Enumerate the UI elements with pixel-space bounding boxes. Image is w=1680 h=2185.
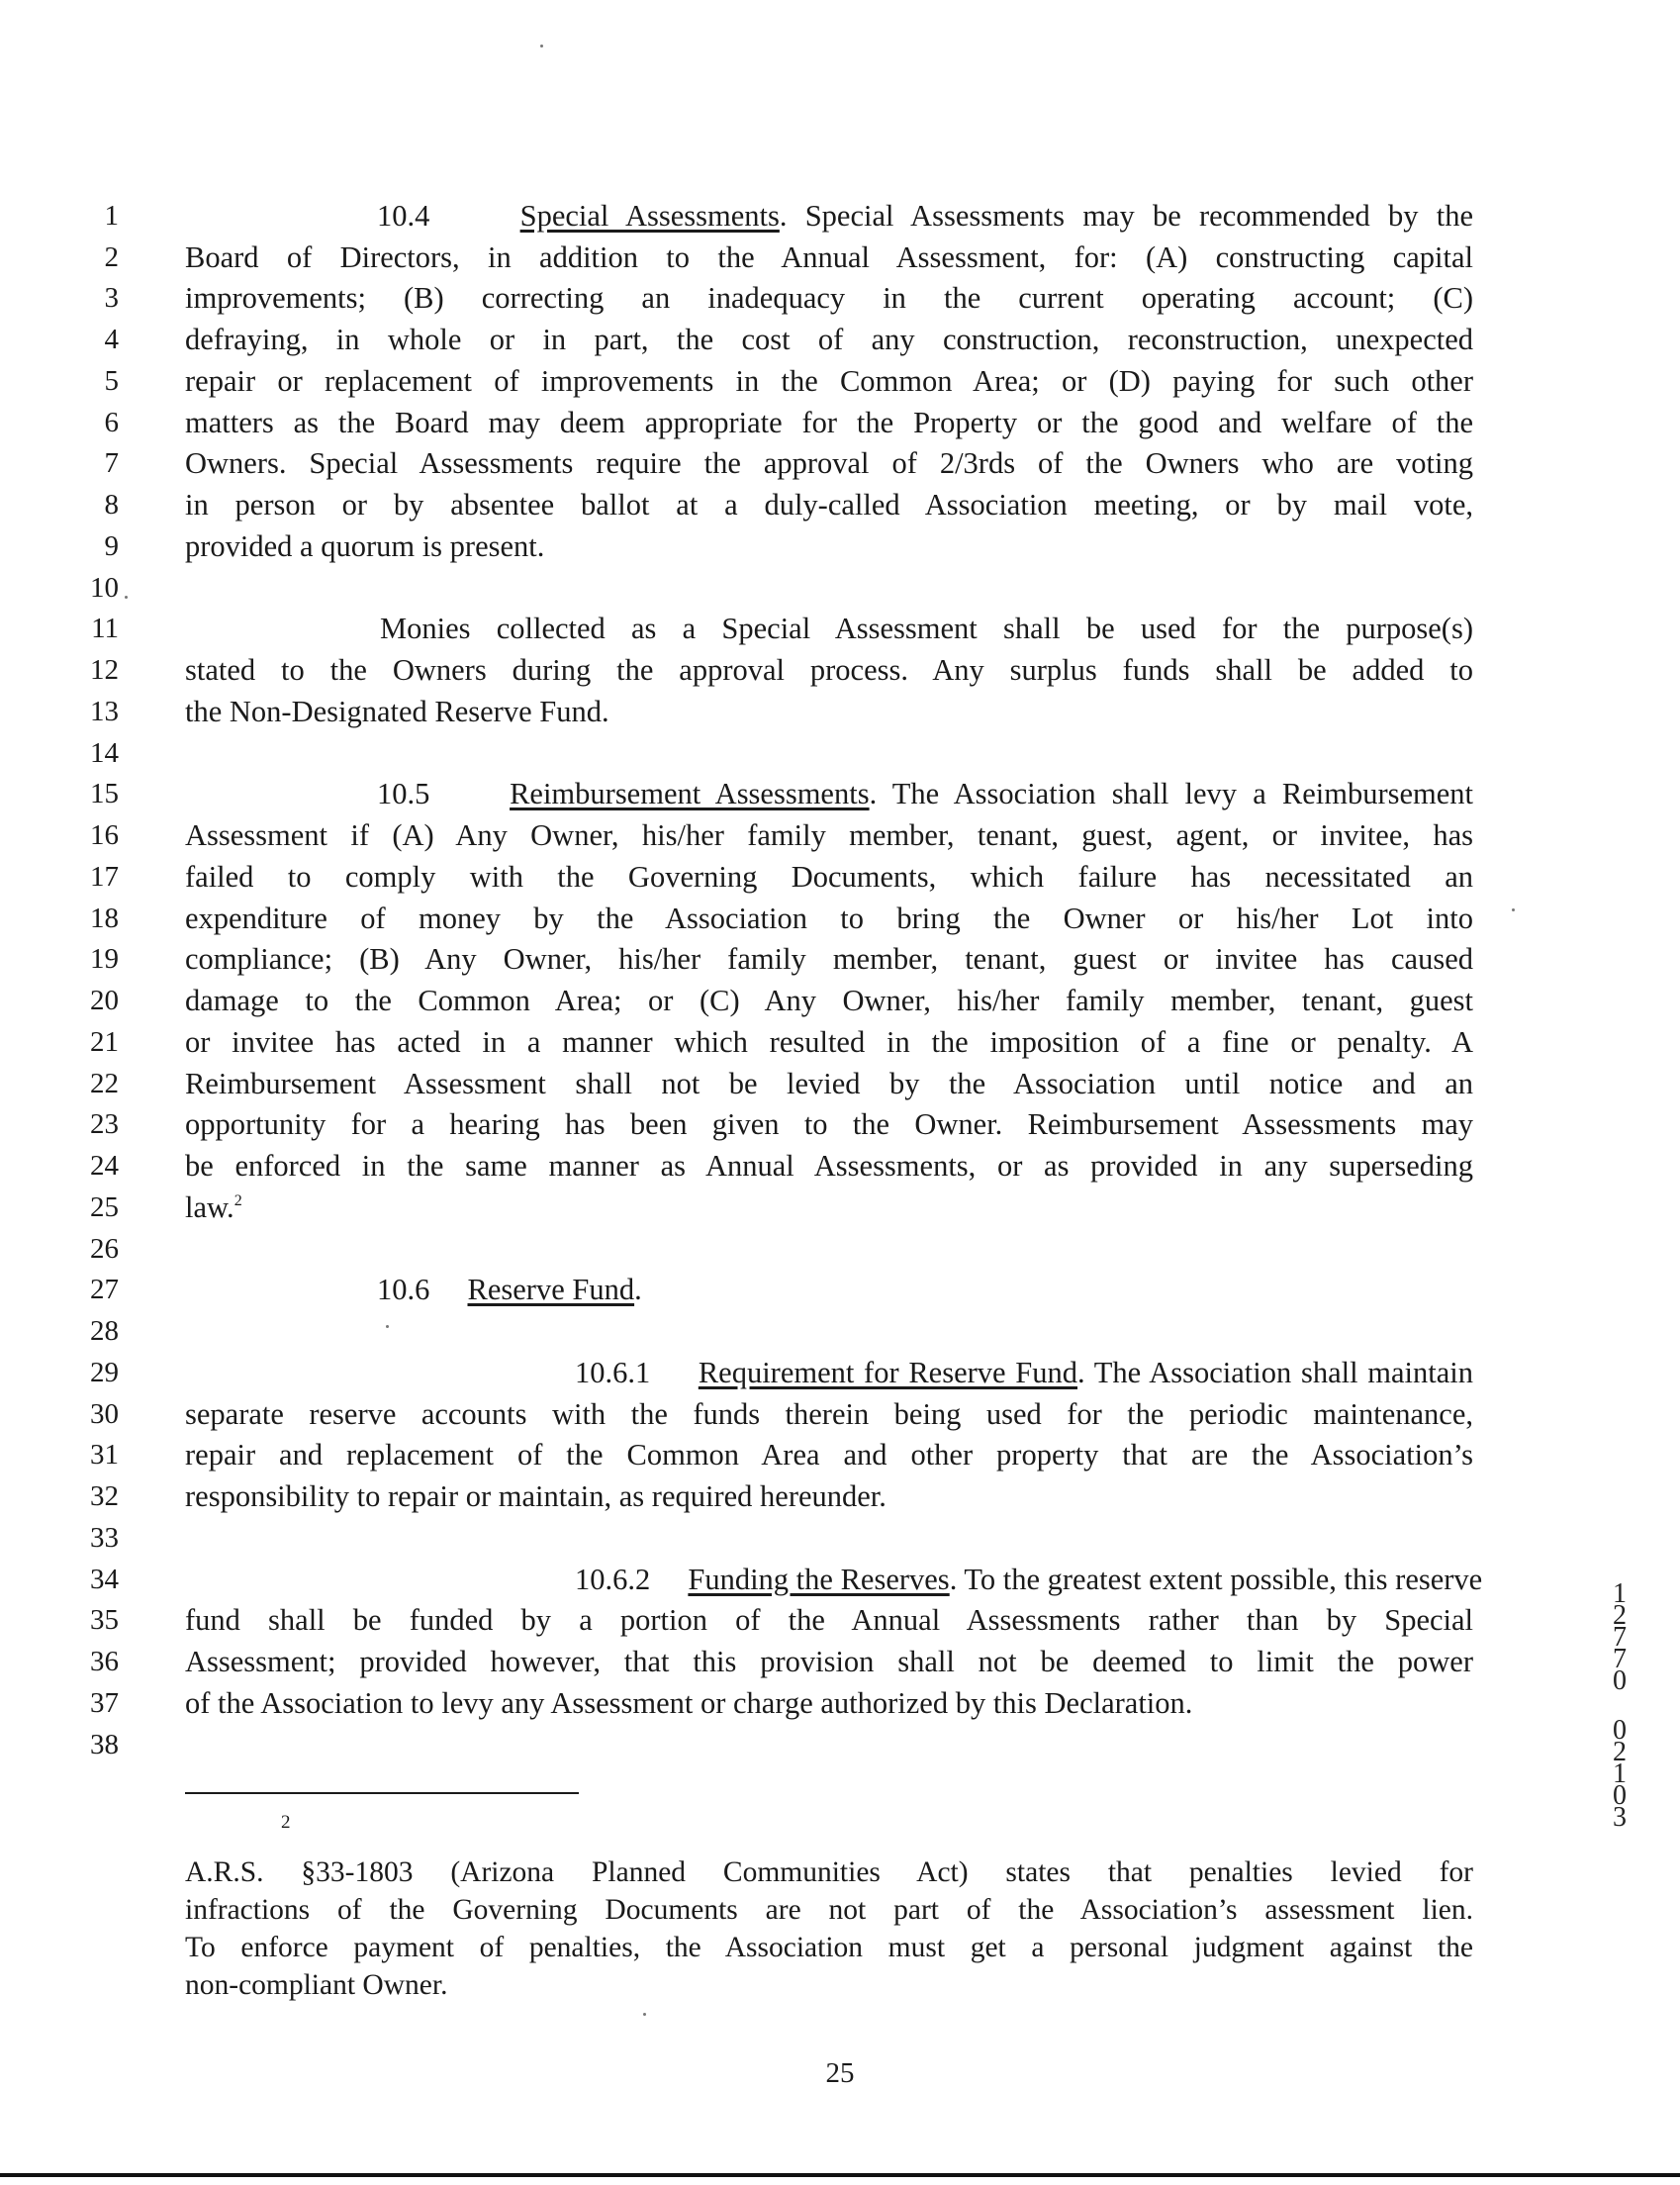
- section-number: 10.6.2: [575, 1563, 651, 1596]
- line-number: 7: [104, 447, 119, 479]
- line-number: 28: [90, 1315, 119, 1347]
- stamp-digit: 0: [1613, 1780, 1627, 1811]
- stamp-digit: 2: [1613, 1737, 1627, 1767]
- text-line: opportunity for a hearing has been given to the Owner. Reimbursement Assessments may: [185, 1107, 1473, 1141]
- line-number: 27: [90, 1274, 119, 1305]
- footnote-mark: 2: [281, 1812, 291, 1833]
- line-number: 15: [90, 778, 119, 809]
- text-line: responsibility to repair or maintain, as required hereunder.: [185, 1479, 887, 1513]
- line-number: 34: [90, 1564, 119, 1595]
- line-number: 4: [104, 324, 119, 355]
- scan-bottom-edge: [0, 2173, 1680, 2177]
- line-number: 6: [104, 407, 119, 438]
- line-number: 26: [90, 1233, 119, 1265]
- line-number: 31: [90, 1439, 119, 1471]
- line-number: 23: [90, 1108, 119, 1140]
- line-number: 3: [104, 282, 119, 314]
- line-number: 8: [104, 489, 119, 521]
- line-number: 9: [104, 530, 119, 562]
- footnote-line: To enforce payment of penalties, the Association must get a personal judgment against the: [185, 1932, 1473, 1963]
- text-line: repair and replacement of the Common Area and other property that are the Association’s: [185, 1438, 1473, 1472]
- footnote-separator: [185, 1792, 579, 1794]
- line-number: 1: [104, 200, 119, 232]
- line-number: 25: [90, 1191, 119, 1223]
- scan-speck: [643, 2013, 646, 2016]
- line-number: 10: [90, 572, 119, 604]
- text-line: or invitee has acted in a manner which resulted in the imposition of a fine or penalty. A: [185, 1025, 1473, 1059]
- section-10-4-line-1: [185, 195, 1473, 237]
- text-line: matters as the Board may deem appropriate for the Property or the good and welfare of the: [185, 406, 1473, 439]
- text-line: the Non-Designated Reserve Fund.: [185, 695, 609, 728]
- text-line-last: [185, 1187, 1473, 1228]
- section-heading: Special Assessments: [519, 199, 780, 233]
- text-line: compliance; (B) Any Owner, his/her family member, tenant, guest or invitee has caused: [185, 942, 1473, 976]
- section-10-5-line-1: [185, 773, 1473, 814]
- section-10-6-2-line-1: [185, 1559, 1483, 1600]
- line-number: 38: [90, 1729, 119, 1760]
- text-line: Assessment if (A) Any Owner, his/her family member, tenant, guest, agent, or invitee, has: [185, 818, 1473, 852]
- text-run: .: [634, 1273, 642, 1306]
- line-number: 30: [90, 1398, 119, 1430]
- line-number: 18: [90, 902, 119, 934]
- scan-speck: [540, 45, 543, 48]
- text-run: . To the greatest extent possible, this reserve: [949, 1563, 1483, 1596]
- section-number: 10.4: [377, 199, 430, 233]
- line-number: 35: [90, 1604, 119, 1636]
- line-number: 37: [90, 1687, 119, 1719]
- section-number: 10.6: [377, 1273, 430, 1306]
- line-number: 11: [91, 613, 119, 644]
- section-10-6-1-line-1: [185, 1352, 1473, 1393]
- section-10-6-heading-line: [185, 1269, 1473, 1310]
- line-number: 16: [90, 819, 119, 851]
- text-run: . The Association shall maintain: [1077, 1356, 1473, 1389]
- footnote-line: non-compliant Owner.: [185, 1969, 448, 2001]
- text-line: failed to comply with the Governing Documents, which failure has necessitated an: [185, 860, 1473, 894]
- text-line: of the Association to levy any Assessment or charge authorized by this Declaration.: [185, 1686, 1193, 1720]
- line-number: 21: [90, 1026, 119, 1058]
- text-line: Reimbursement Assessment shall not be levied by the Association until notice and an: [185, 1067, 1473, 1100]
- line-number: 36: [90, 1646, 119, 1677]
- text-line: repair or replacement of improvements in the Common Area; or (D) paying for such other: [185, 364, 1473, 398]
- footnote-line: A.R.S. §33-1803 (Arizona Planned Communities Act) states that penalties levied for: [185, 1856, 1473, 1888]
- stamp-digit: 1: [1613, 1758, 1627, 1789]
- page-number: 25: [825, 2057, 855, 2089]
- section-number: 10.5: [377, 777, 430, 810]
- text-run: . Special Assessments may be recommended by the: [779, 199, 1473, 233]
- text-line: expenditure of money by the Association to bring the Owner or his/her Lot into: [185, 902, 1473, 935]
- line-number: 19: [90, 943, 119, 975]
- line-number: 33: [90, 1522, 119, 1554]
- stamp-digit: 7: [1613, 1644, 1627, 1674]
- scan-speck: [125, 596, 128, 599]
- stamp-digit: 3: [1613, 1802, 1627, 1833]
- line-number: 17: [90, 861, 119, 893]
- stamp-digit: 0: [1613, 1715, 1627, 1746]
- stamp-digit: 1: [1613, 1578, 1627, 1609]
- footnote-reference: 2: [233, 1192, 242, 1209]
- text-line: be enforced in the same manner as Annual Assessments, or as provided in any superseding: [185, 1149, 1473, 1183]
- text-line: Board of Directors, in addition to the Annual Assessment, for: (A) constructing capital: [185, 240, 1473, 274]
- scan-speck: [386, 1325, 389, 1328]
- text-line: in person or by absentee ballot at a duly-called Association meeting, or by mail vote,: [185, 488, 1473, 522]
- text-run: law.: [185, 1190, 234, 1224]
- section-heading: Funding the Reserves: [688, 1563, 950, 1596]
- scan-speck: [1512, 908, 1515, 911]
- text-line: provided a quorum is present.: [185, 529, 545, 563]
- text-line: stated to the Owners during the approval process. Any surplus funds shall be added to: [185, 653, 1473, 687]
- recording-number-stamp: [1605, 1578, 1634, 1833]
- stamp-digit: 0: [1613, 1665, 1627, 1696]
- text-line: Monies collected as a Special Assessment shall be used for the purpose(s): [380, 612, 1473, 645]
- line-number: 24: [90, 1150, 119, 1182]
- text-line: Assessment; provided however, that this provision shall not be deemed to limit the power: [185, 1645, 1473, 1678]
- text-line: damage to the Common Area; or (C) Any Owner, his/her family member, tenant, guest: [185, 984, 1473, 1017]
- text-run: . The Association shall levy a Reimbursement: [869, 777, 1473, 810]
- text-line: Owners. Special Assessments require the approval of 2/3rds of the Owners who are voting: [185, 446, 1473, 480]
- line-number: 20: [90, 985, 119, 1016]
- line-number: 22: [90, 1068, 119, 1099]
- text-line: fund shall be funded by a portion of the Annual Assessments rather than by Special: [185, 1603, 1473, 1637]
- stamp-digit: 7: [1613, 1622, 1627, 1653]
- line-number: 14: [90, 737, 119, 769]
- line-number: 12: [90, 654, 119, 686]
- line-number: 32: [90, 1480, 119, 1512]
- section-heading: Reimbursement Assessments: [510, 777, 870, 810]
- line-number: 13: [90, 696, 119, 727]
- text-line: defraying, in whole or in part, the cost of any construction, reconstruction, unexpected: [185, 323, 1473, 356]
- section-number: 10.6.1: [575, 1356, 651, 1389]
- line-number: 2: [104, 241, 119, 273]
- text-line: improvements; (B) correcting an inadequacy in the current operating account; (C): [185, 281, 1473, 315]
- stamp-digit: 2: [1613, 1600, 1627, 1631]
- section-heading: Reserve Fund: [467, 1273, 635, 1306]
- text-line: separate reserve accounts with the funds therein being used for the periodic maintenance,: [185, 1397, 1473, 1431]
- line-number: 29: [90, 1357, 119, 1388]
- section-heading: Requirement for Reserve Fund: [698, 1356, 1077, 1389]
- line-number: 5: [104, 365, 119, 397]
- footnote-line: infractions of the Governing Documents are not part of the Association’s assessment lien.: [185, 1894, 1473, 1926]
